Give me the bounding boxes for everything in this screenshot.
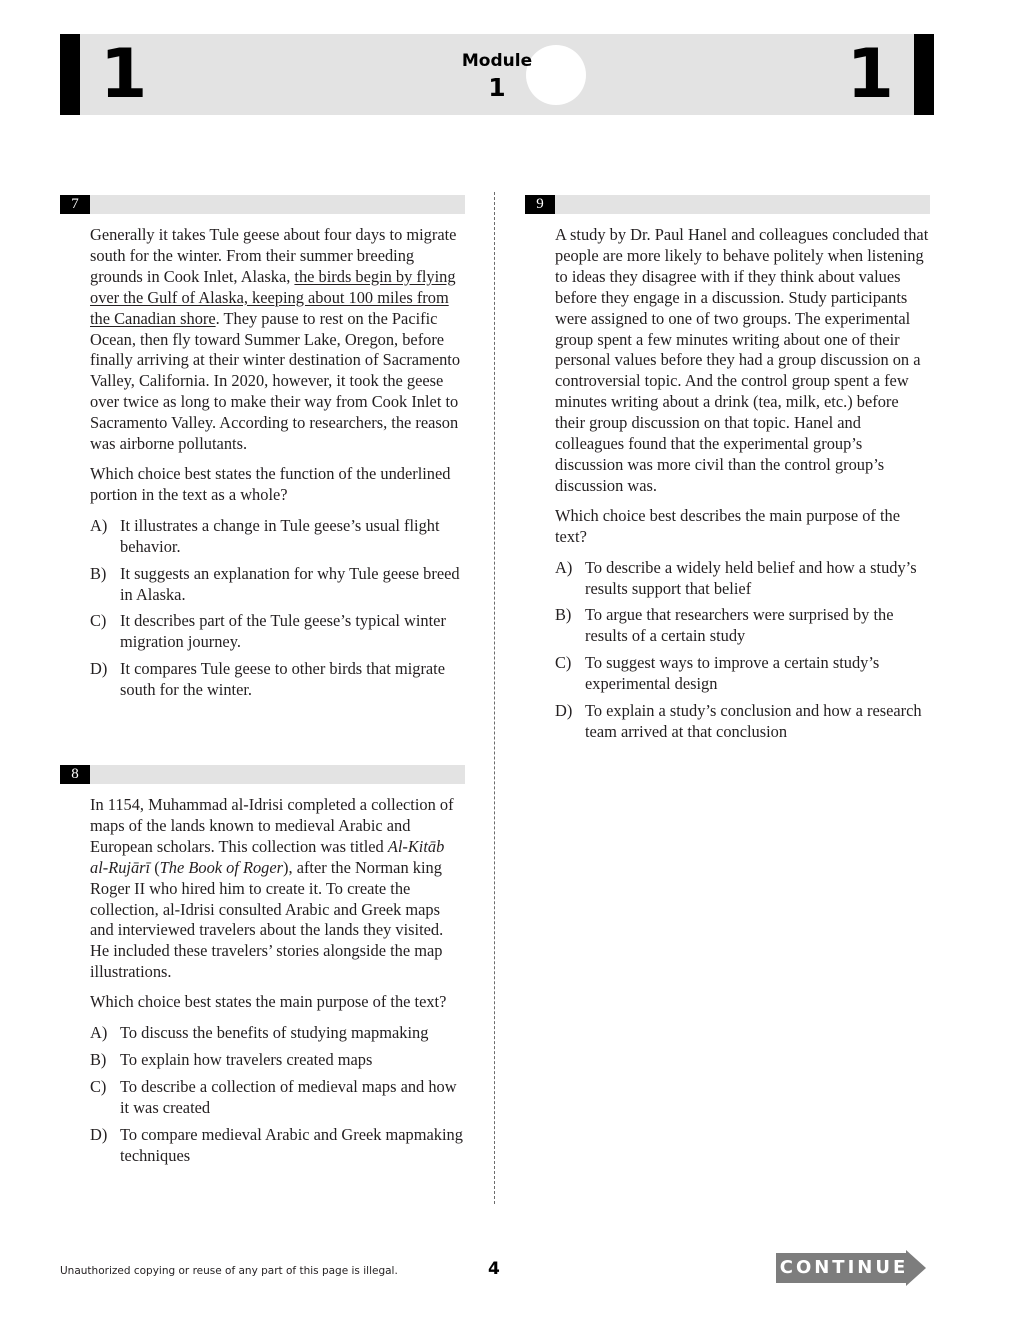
module-header — [60, 34, 934, 115]
answer-choices — [90, 1023, 465, 1166]
question-bar — [60, 765, 465, 784]
choice-text: To discuss the benefits of studying mapmaking — [120, 1023, 429, 1043]
choice-letter: B) — [90, 563, 107, 583]
question-number: 9 — [525, 195, 555, 214]
choice-letter: C) — [555, 653, 572, 673]
choice-text: It describes part of the Tule geese’s typical winter migration journey. — [120, 611, 446, 652]
choice-letter: A) — [90, 1023, 108, 1043]
choice-letter: D) — [90, 1124, 108, 1144]
choice-d[interactable] — [90, 659, 465, 701]
choice-c[interactable] — [555, 653, 930, 695]
module-label: Module — [461, 51, 533, 71]
passage — [90, 225, 465, 455]
choice-c[interactable] — [90, 611, 465, 653]
choice-letter: A) — [90, 515, 108, 535]
question-prompt: Which choice best states the function of the underlined portion in the text as a whole? — [90, 463, 451, 504]
choice-a[interactable] — [90, 1023, 465, 1044]
passage-text: ), after the Norman king Roger II who hired him to create it. To create the collection, al-Idrisi consulted Arabic and Greek maps and interviewed travelers about the lands they visited. He included these travelers’ stories alongside the map illustrations. — [90, 857, 444, 982]
choice-a[interactable] — [90, 516, 465, 558]
question-body — [60, 795, 465, 1167]
section-number-left: 1 — [100, 35, 148, 114]
continue-button[interactable] — [776, 1250, 928, 1286]
choice-d[interactable] — [555, 701, 930, 743]
answer-choices — [555, 558, 930, 743]
choice-text: To describe a collection of medieval maps and how it was created — [120, 1076, 457, 1117]
choice-letter: B) — [90, 1049, 107, 1069]
question-number: 8 — [60, 765, 90, 784]
passage-text: . They pause to rest on the Pacific Ocean, then fly toward Summer Lake, Oregon, before finally arriving at their winter destination of Sacramento Valley, California. In 2020, however, it took the geese over twice as long to make their way from Cook Inlet to Sacramento Valley. According to researchers, the reason was airborne pollutants. — [90, 308, 461, 454]
question-7 — [60, 195, 465, 707]
choice-letter: C) — [90, 1076, 107, 1096]
choice-text: To describe a widely held belief and how a study’s results support that belief — [585, 557, 917, 598]
choice-text: It suggests an explanation for why Tule geese breed in Alaska. — [120, 563, 460, 604]
choice-b[interactable] — [90, 1050, 465, 1071]
passage — [90, 795, 465, 983]
choice-text: To suggest ways to improve a certain study’s experimental design — [585, 653, 880, 694]
copyright-notice: Unauthorized copying or reuse of any part of this page is illegal. — [60, 1265, 398, 1277]
choice-letter: C) — [90, 611, 107, 631]
choice-letter: D) — [555, 701, 573, 721]
book-title-english: The Book of Roger — [159, 857, 284, 877]
passage: A study by Dr. Paul Hanel and colleagues concluded that people are more likely to behave politely when listening to ideas they disagree with if they think about values before they engage in a discussion. Study participants were assigned to one of two groups. The experimental group spent a few minutes writing about one of their personal values before they had a group discussion on a controversial topic. And the control group spent a few minutes writing about a drink (tea, milk, etc.) before their group discussion on that topic. Hanel and colleagues found that the experimental group’s discussion was more civil than the control group’s discussion was. — [555, 225, 929, 495]
passage-text: In 1154, Muhammad al-Idrisi completed a collection of maps of the lands known to medieval Arabic and European scholars. This collection was titled — [90, 795, 454, 856]
question-9 — [525, 195, 930, 749]
choice-b[interactable] — [555, 605, 930, 647]
choice-text: To compare medieval Arabic and Greek mapmaking techniques — [120, 1124, 463, 1165]
question-body — [525, 225, 930, 743]
continue-label: CONTINUE — [779, 1257, 909, 1278]
book-title-arabic: Al-Kitāb al-Rujārī — [90, 836, 445, 877]
question-body — [60, 225, 465, 701]
choice-text: To explain how travelers created maps — [120, 1049, 373, 1069]
question-bar — [60, 195, 465, 214]
page-number: 4 — [488, 1259, 500, 1279]
choice-text: It compares Tule geese to other birds that migrate south for the winter. — [120, 659, 446, 700]
choice-b[interactable] — [90, 564, 465, 606]
choice-c[interactable] — [90, 1077, 465, 1119]
choice-a[interactable] — [555, 558, 930, 600]
choice-text: It illustrates a change in Tule geese’s usual flight behavior. — [120, 515, 440, 556]
question-bar — [525, 195, 930, 214]
choice-text: To explain a study’s conclusion and how a research team arrived at that conclusion — [585, 701, 922, 741]
header-right-bar — [914, 34, 934, 115]
choice-letter: D) — [90, 659, 108, 679]
question-number: 7 — [60, 195, 90, 214]
question-prompt: Which choice best describes the main purpose of the text? — [555, 505, 900, 546]
choice-d[interactable] — [90, 1125, 465, 1167]
column-divider — [494, 192, 495, 1204]
choice-text: To argue that researchers were surprised by the results of a certain study — [585, 605, 894, 646]
question-prompt: Which choice best states the main purpose of the text? — [90, 992, 447, 1012]
section-number-right: 1 — [846, 35, 894, 114]
passage-text: ( — [150, 857, 160, 877]
underlined-portion: the birds begin by flying over the Gulf of Alaska, keeping about 100 miles from the Canadian shore — [90, 266, 456, 328]
answer-choices — [90, 516, 465, 701]
choice-letter: B) — [555, 605, 572, 625]
passage-text: Generally it takes Tule geese about four days to migrate south for the winter. From their summer breeding grounds in Cook Inlet, Alaska, — [90, 225, 457, 286]
question-8 — [60, 765, 465, 1173]
module-number: 1 — [488, 73, 506, 102]
choice-letter: A) — [555, 557, 573, 577]
